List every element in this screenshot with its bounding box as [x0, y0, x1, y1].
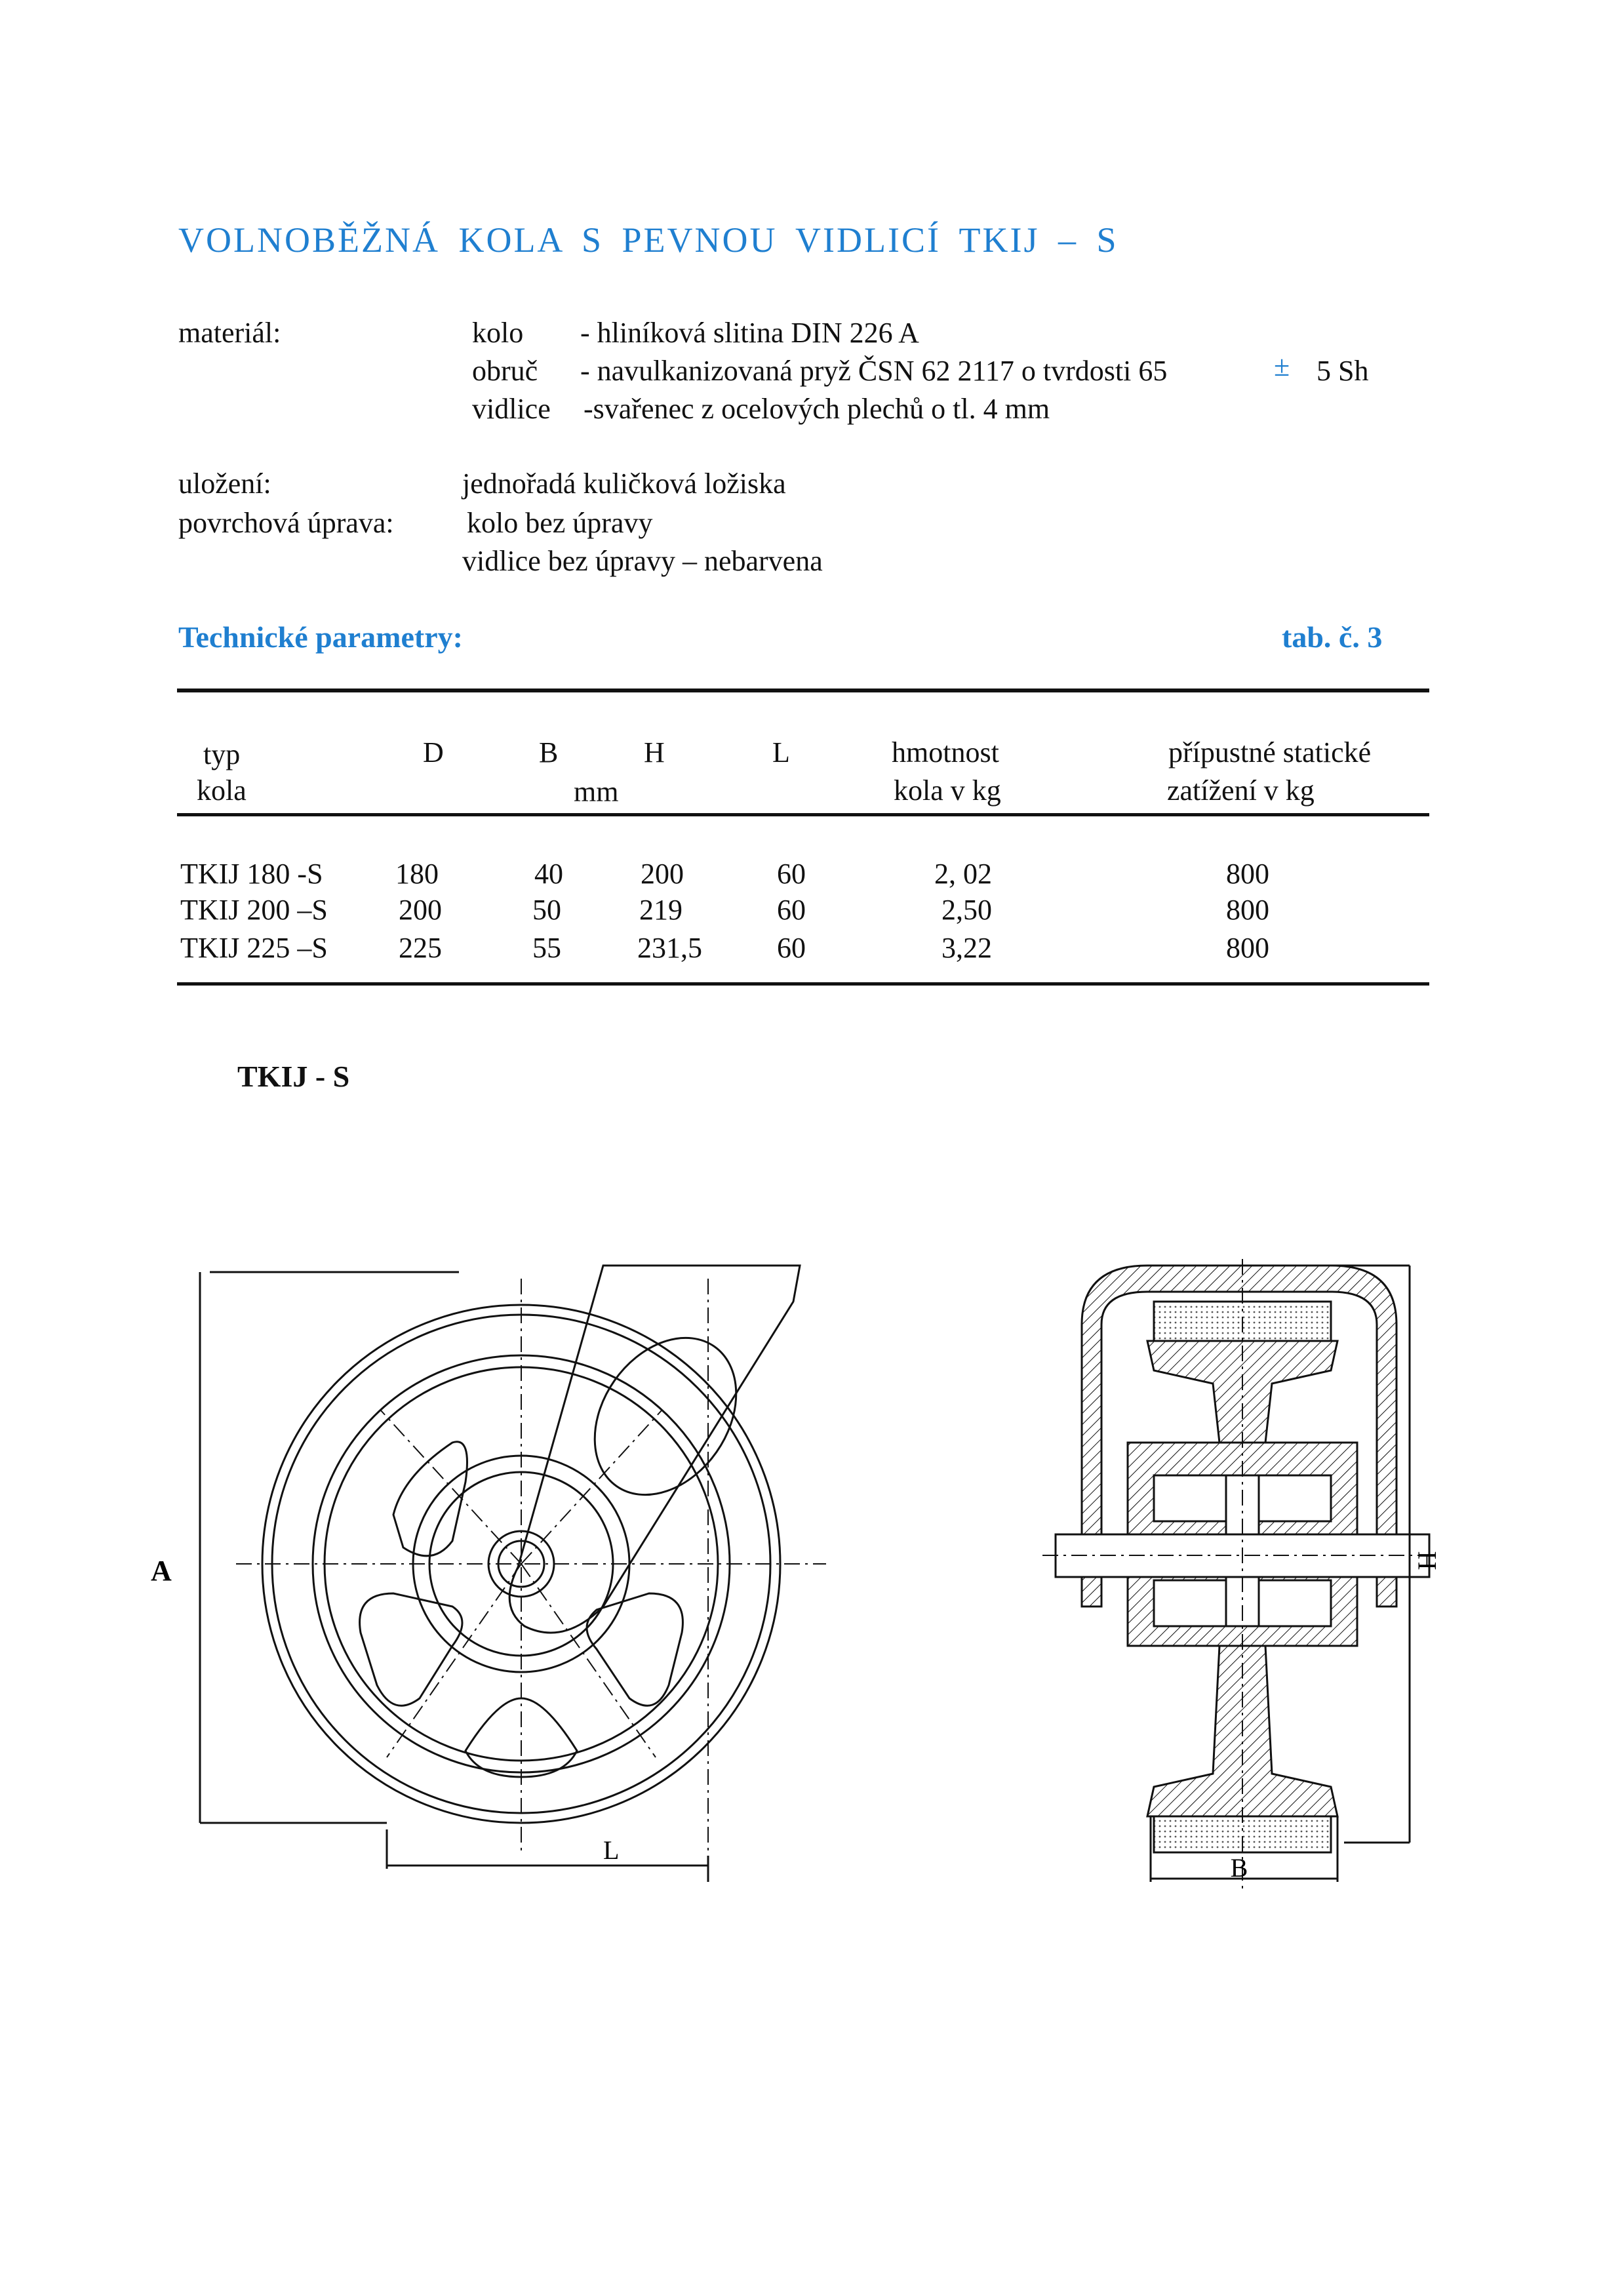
- povrch-line-1: kolo bez úpravy: [467, 507, 653, 539]
- povrch-line-2: vidlice bez úpravy – nebarvena: [462, 545, 823, 577]
- th-B: B: [539, 736, 559, 768]
- params-heading: Technické parametry:: [178, 620, 463, 654]
- material-label: materiál:: [178, 317, 281, 349]
- tolerance-symbol: ±: [1274, 350, 1290, 382]
- dim-B: B: [1230, 1853, 1248, 1883]
- cell-L: 60: [777, 894, 806, 926]
- th-mm: mm: [574, 776, 619, 808]
- th-L: L: [772, 736, 790, 768]
- tolerance-value: 5 Sh: [1317, 355, 1369, 387]
- th-D: D: [423, 736, 444, 768]
- cell-typ: TKIJ 200 –S: [180, 894, 328, 926]
- table-ref: tab. č. 3: [1282, 620, 1383, 654]
- cell-typ: TKIJ 225 –S: [180, 932, 328, 964]
- material-part-2: obruč: [472, 355, 538, 387]
- cell-D: 225: [399, 932, 442, 964]
- cell-D: 200: [399, 894, 442, 926]
- cell-H: 200: [641, 858, 684, 890]
- cell-hmotnost: 2,50: [941, 894, 992, 926]
- cell-B: 40: [534, 858, 563, 890]
- dim-H: H: [1412, 1551, 1442, 1570]
- cell-zatizeni: 800: [1226, 858, 1269, 890]
- table-top-rule: [177, 688, 1429, 692]
- material-desc-1: - hliníková slitina DIN 226 A: [580, 317, 919, 349]
- th-hmotnost-2: kola v kg: [894, 774, 1001, 807]
- cell-D: 180: [395, 858, 439, 890]
- page-title: VOLNOBĚŽNÁ KOLA S PEVNOU VIDLICÍ TKIJ – S: [178, 220, 1119, 260]
- th-zatizeni: přípustné statické: [1168, 736, 1372, 768]
- cell-H: 231,5: [637, 932, 702, 964]
- cell-typ: TKIJ 180 -S: [180, 858, 323, 890]
- material-part-1: kolo: [472, 317, 524, 349]
- table-bottom-rule: [177, 982, 1429, 986]
- cell-H: 219: [639, 894, 683, 926]
- cell-B: 55: [532, 932, 561, 964]
- cell-zatizeni: 800: [1226, 894, 1269, 926]
- th-hmotnost: hmotnost: [892, 736, 999, 768]
- cell-hmotnost: 3,22: [941, 932, 992, 964]
- cell-L: 60: [777, 932, 806, 964]
- th-typ: typ: [203, 738, 241, 770]
- ulozeni-label: uložení:: [178, 468, 271, 500]
- cell-zatizeni: 800: [1226, 932, 1269, 964]
- drawing-label: TKIJ - S: [237, 1060, 350, 1093]
- cell-B: 50: [532, 894, 561, 926]
- material-part-3: vidlice: [472, 393, 551, 425]
- ulozeni-value: jednořadá kuličková ložiska: [462, 468, 786, 500]
- th-zatizeni-2: zatížení v kg: [1167, 774, 1315, 807]
- dim-A: A: [151, 1555, 172, 1587]
- wheel-section-view-drawing: [1042, 1252, 1442, 1895]
- cell-hmotnost: 2, 02: [934, 858, 992, 890]
- th-H: H: [644, 736, 665, 768]
- dim-L: L: [603, 1835, 620, 1865]
- table-header-rule: [177, 813, 1429, 816]
- wheel-front-view-drawing: [144, 1239, 839, 1882]
- material-desc-2: - navulkanizovaná pryž ČSN 62 2117 o tvrdosti 65: [580, 355, 1168, 387]
- cell-L: 60: [777, 858, 806, 890]
- th-kola: kola: [197, 774, 247, 807]
- povrch-label: povrchová úprava:: [178, 507, 394, 539]
- material-desc-3: -svařenec z ocelových plechů o tl. 4 mm: [584, 393, 1050, 425]
